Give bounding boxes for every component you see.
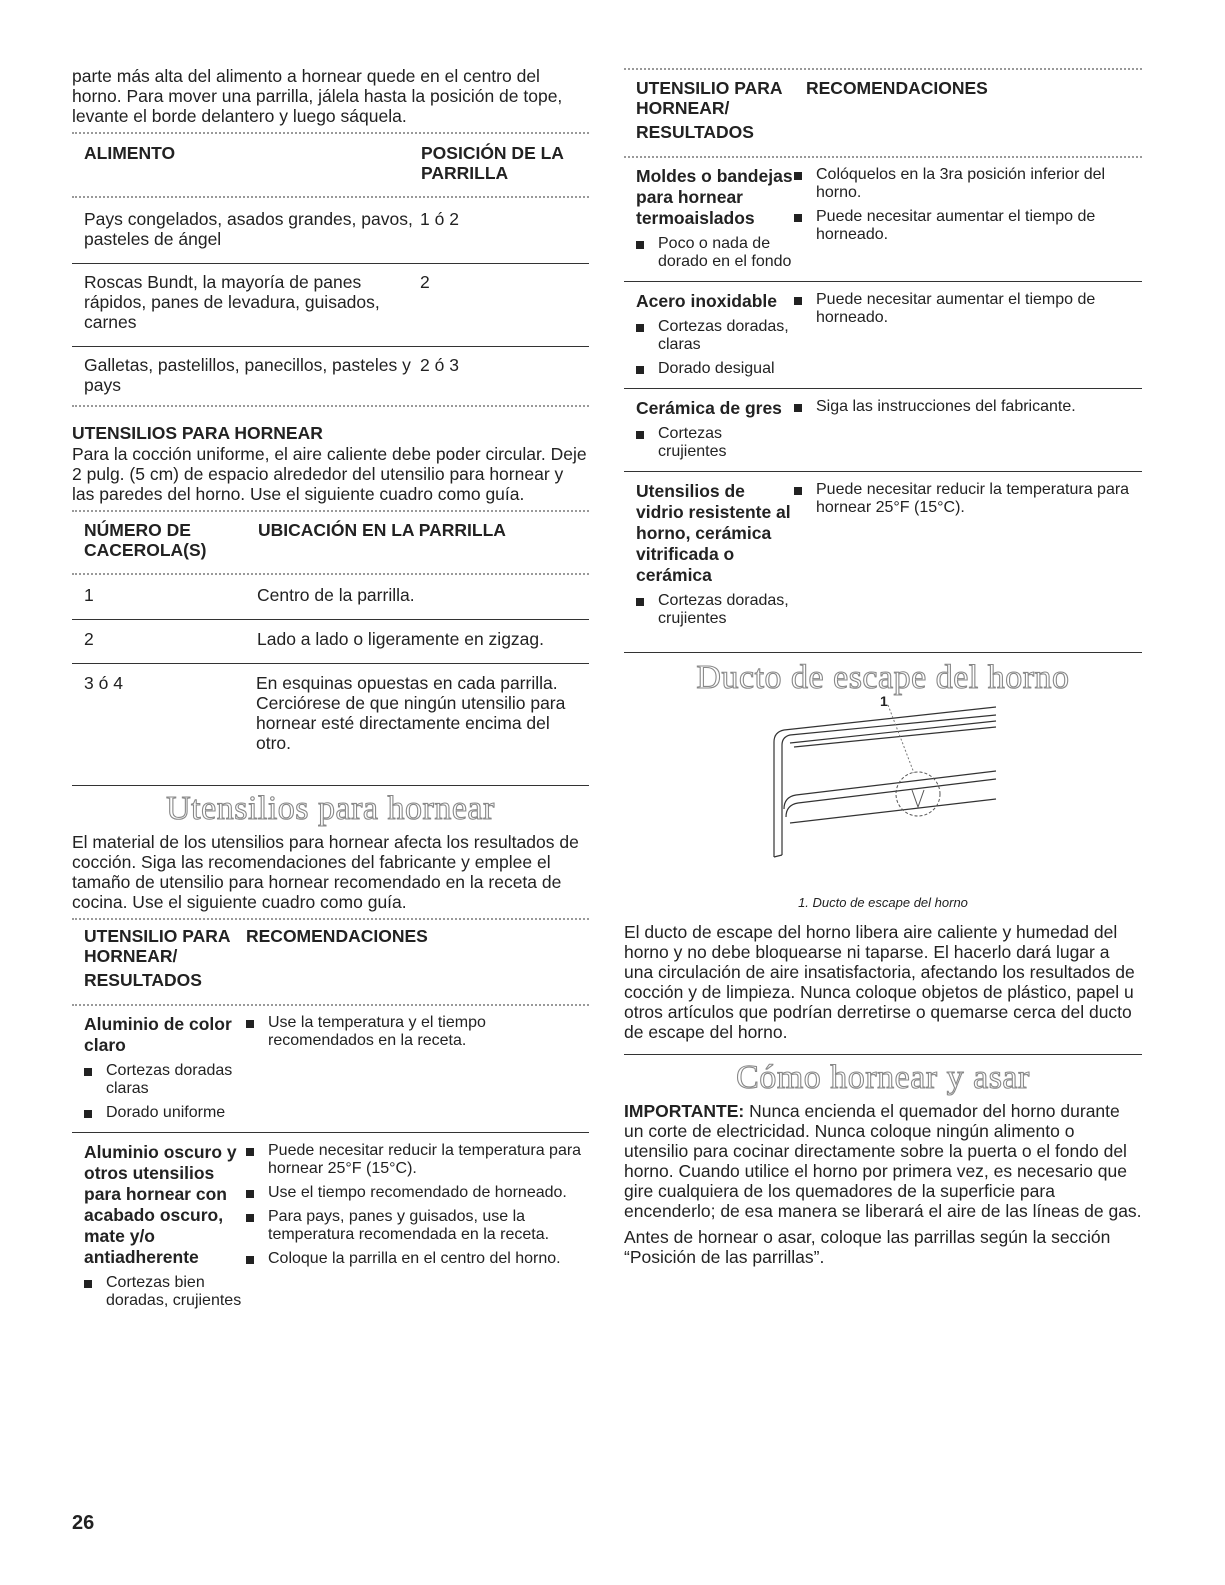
pan-count-cell: 2 (72, 620, 256, 664)
col-header-utensil: UTENSILIO PARA HORNEAR/ (84, 926, 230, 966)
ut-header (72, 926, 589, 990)
vent-paragraph: El ducto de escape del horno libera aire caliente y humedad del horno y no debe bloquearse ni taparse. El hacerlo dará lugar a una circulación de aire insatisfactoria, afectando los resultados de cocción y de limpieza. Nunca coloque objetos de plástico, papel u otros artículos que podrían derretirse o quemarse cerca del ducto de escape del horno. (624, 922, 1135, 1042)
col-header-results: RESULTADOS (636, 122, 754, 142)
divider (72, 785, 589, 786)
section-paragraph: El material de los utensilios para hornear afecta los resultados de cocción. Siga las recomendaciones del fabricante y emplee el tamaño de utensilio para hornear recomendado en la receta de cocina. Use el siguiente cuadro como guía. (72, 832, 579, 912)
recommendation-item: Use la temperatura y el tiempo recomendados en la receta. (268, 1014, 486, 1049)
bullet-icon (794, 297, 802, 305)
important-paragraph (624, 1101, 1142, 1221)
divider (624, 68, 1142, 70)
bullet-icon (246, 1214, 254, 1222)
recommendation-item: Puede necesitar aumentar el tiempo de horneado. (816, 291, 1096, 326)
col-header-food: ALIMENTO (84, 143, 176, 163)
bullet-icon (246, 1190, 254, 1198)
col-header-results: RESULTADOS (84, 970, 202, 990)
result-item: Dorado uniforme (106, 1104, 226, 1121)
result-item: Cortezas crujientes (658, 425, 727, 460)
important-text: Nunca encienda el quemador del horno durante un corte de electricidad. Nunca coloque ningún alimento o utensilio para cocinar directamente sobre la puerta o el fondo del horno. Cuando utilice el horno por primera vez, es necesario que gire cualquiera de los quemadores de la superficie para encenderlo; de esa manera se liberará el aire de las líneas de gas. (624, 1101, 1142, 1221)
left-column (72, 0, 589, 1320)
food-cell: Roscas Bundt, la mayoría de panes rápidos, panes de levadura, guisados, carnes (72, 264, 419, 347)
rack-location-cell: En esquinas opuestas en cada parrilla. Cerciórese de que ningún utensilio para hornear esté directamente encima del otro. (256, 664, 589, 786)
table-row (624, 158, 1142, 281)
result-item: Cortezas doradas claras (106, 1062, 233, 1097)
bullet-icon (794, 487, 802, 495)
bullet-icon (246, 1020, 254, 1028)
table-row (624, 281, 1142, 388)
pan-count-rows (72, 575, 589, 785)
table-row (624, 471, 1142, 652)
table-row (624, 388, 1142, 471)
recommendation-item: Puede necesitar aumentar el tiempo de horneado. (816, 208, 1096, 243)
col-header-recommendations: RECOMENDACIONES (246, 926, 428, 946)
recommendation-item: Use el tiempo recomendado de horneado. (268, 1184, 567, 1201)
bullet-icon (636, 324, 644, 332)
recommendation-item: Coloque la parrilla en el centro del horno. (268, 1250, 561, 1267)
table-row (72, 198, 589, 264)
important-label: IMPORTANTE: (624, 1101, 745, 1121)
position-cell: 2 ó 3 (419, 347, 589, 406)
pan-count-cell: 3 ó 4 (72, 664, 256, 786)
col-header-recommendations: RECOMENDACIONES (806, 78, 988, 98)
food-cell: Galletas, pastelillos, panecillos, pasteles y pays (72, 347, 419, 406)
bullet-icon (246, 1256, 254, 1264)
divider (72, 510, 589, 512)
bullet-icon (794, 172, 802, 180)
intro-paragraph: parte más alta del alimento a hornear quede en el centro del horno. Para mover una parrilla, jálela hasta la posición de tope, levante el borde delantero y luego sáquela. (72, 66, 563, 126)
ut-header (624, 78, 1142, 142)
utensils-paragraph: Para la cocción uniforme, el aire caliente debe poder circular. Deje 2 pulg. (5 cm) de espacio alrededor del utensilio para hornear y las paredes del horno. Use el siguiente cuadro como guía. (72, 444, 587, 504)
pan-count-cell: 1 (84, 585, 94, 605)
bake-paragraph: Antes de hornear o asar, coloque las parrillas según la sección “Posición de las parrillas”. (624, 1227, 1111, 1267)
position-cell: 1 ó 2 (420, 209, 459, 229)
table-row (72, 620, 589, 664)
recommendation-item: Colóquelos en la 3ra posición inferior del horno. (816, 166, 1106, 201)
bullet-icon (84, 1110, 92, 1118)
table-row (72, 264, 589, 347)
result-item: Dorado desigual (658, 360, 775, 377)
oven-vent-illustration (624, 697, 1142, 897)
bullet-icon (794, 214, 802, 222)
recommendation-item: Para pays, panes y guisados, use la temperatura recomendada en la receta. (268, 1208, 550, 1243)
bullet-icon (636, 431, 644, 439)
position-cell: 2 (419, 264, 589, 347)
utensil-name: Cerámica de gres (636, 398, 782, 418)
table-row (72, 1006, 589, 1132)
bullet-icon (636, 366, 644, 374)
recommendation-item: Puede necesitar reducir la temperatura para hornear 25°F (15°C). (816, 481, 1130, 516)
result-item: Cortezas bien doradas, crujientes (106, 1274, 242, 1309)
result-item: Cortezas doradas, claras (658, 318, 789, 353)
table-row (72, 575, 589, 620)
pan-count-table (72, 519, 589, 561)
rack-position-rows (72, 198, 589, 405)
bullet-icon (794, 404, 802, 412)
section-title-vent: Ducto de escape del horno (696, 659, 1070, 696)
utensils-heading: UTENSILIOS PARA HORNEAR (72, 423, 323, 443)
utensil-name: Aluminio oscuro y otros utensilios para hornear con acabado oscuro, mate y/o antiadherente (84, 1142, 237, 1267)
col-header-rack-location: UBICACIÓN EN LA PARRILLA (258, 520, 506, 540)
right-column (624, 0, 1142, 1267)
rack-position-table (72, 142, 589, 184)
rack-location-cell: Lado a lado o ligeramente en zigzag. (256, 620, 589, 664)
rack-location-cell: Centro de la parrilla. (257, 585, 415, 605)
vent-figure (624, 693, 1142, 897)
bullet-icon (636, 598, 644, 606)
divider (72, 132, 589, 134)
divider (624, 1054, 1142, 1055)
col-header-position: POSICIÓN DE LA PARRILLA (421, 143, 564, 183)
utensil-name: Moldes o bandejas para hornear termoaislados (636, 166, 793, 228)
figure-callout-number: 1 (880, 693, 888, 709)
divider (72, 918, 589, 920)
col-header-utensil: UTENSILIO PARA HORNEAR/ (636, 78, 782, 118)
figure-caption: 1. Ducto de escape del horno (798, 895, 968, 910)
recommendation-item: Puede necesitar reducir la temperatura para hornear 25°F (15°C). (268, 1142, 582, 1177)
table-row (72, 347, 589, 406)
utensil-name: Acero inoxidable (636, 291, 778, 311)
bullet-icon (84, 1068, 92, 1076)
utensil-name: Aluminio de color claro (84, 1014, 232, 1055)
section-title-bake: Cómo hornear y asar (736, 1059, 1030, 1096)
bullet-icon (636, 241, 644, 249)
result-item: Cortezas doradas, crujientes (658, 592, 789, 627)
page-number: 26 (72, 1512, 95, 1534)
divider (624, 652, 1142, 653)
bullet-icon (84, 1280, 92, 1288)
bullet-icon (246, 1148, 254, 1156)
table-row (72, 1132, 589, 1320)
food-cell: Pays congelados, asados grandes, pavos, pasteles de ángel (84, 209, 413, 249)
utensil-name: Utensilios de vidrio resistente al horno, cerámica vitrificada o cerámica (636, 481, 791, 585)
table-row (72, 664, 589, 786)
col-header-pan-count: NÚMERO DE CACEROLA(S) (84, 520, 207, 560)
recommendation-item: Siga las instrucciones del fabricante. (816, 398, 1076, 415)
section-title-utensils: Utensilios para hornear (166, 790, 495, 827)
result-item: Poco o nada de dorado en el fondo (658, 235, 792, 270)
divider (72, 405, 589, 407)
